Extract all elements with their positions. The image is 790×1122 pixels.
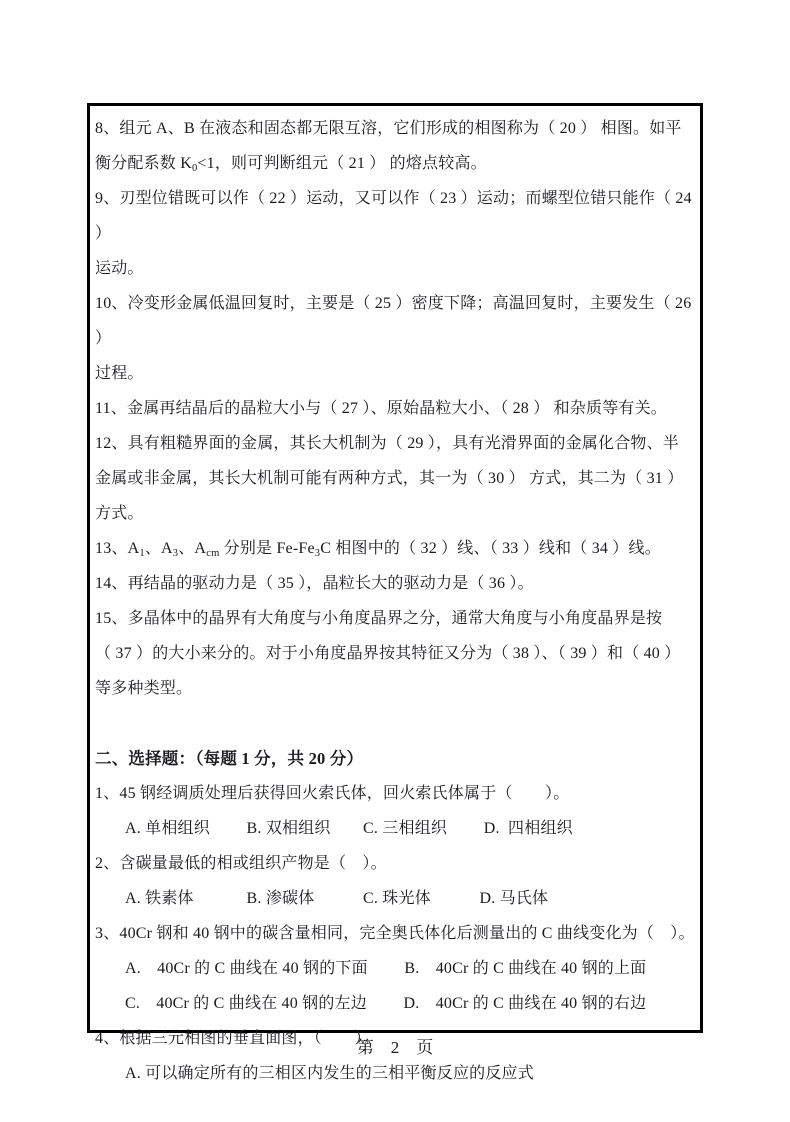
text-segment: 等多种类型。 [95, 680, 193, 697]
text-segment: A. 40Cr 的 C 曲线在 40 钢的下面 B. 40Cr 的 C 曲线在 40 钢的上面 [125, 960, 647, 977]
text-segment: 1、45 钢经调质处理后获得回火索氏体，回火索氏体属于（ ）。 [95, 785, 570, 802]
choice-question-1-stem [95, 776, 696, 811]
text-segment: 14、再结晶的驱动力是（ 35 ），晶粒长大的驱动力是（ 36 ）。 [95, 575, 534, 592]
question-15-line-1 [95, 601, 696, 636]
text-segment: 11、金属再结晶后的晶粒大小与（ 27 ）、原始晶粒大小、（ 28 ） 和杂质等有关。 [95, 400, 668, 417]
text-segment: C. 40Cr 的 C 曲线在 40 钢的左边 D. 40Cr 的 C 曲线在 40 钢的右边 [125, 995, 647, 1012]
text-segment: 方式。 [95, 505, 144, 522]
question-11-line-1 [95, 391, 696, 426]
subscript-text: cm [206, 548, 220, 559]
question-10-line-1 [95, 286, 696, 356]
text-segment: 9、刃型位错既可以作（ 22 ）运动，又可以作（ 23 ）运动；而螺型位错只能作（ 24 ） [95, 190, 697, 242]
subscript-text: 0 [191, 163, 198, 174]
section-2-heading [95, 741, 696, 776]
page-footer [0, 1033, 790, 1063]
text-segment: 3、40Cr 钢和 40 钢中的碳含量相同，完全奥氏体化后测量出的 C 曲线变化为（ ）。 [95, 925, 695, 942]
question-12-line-1 [95, 426, 696, 461]
question-15-line-3 [95, 671, 696, 706]
text-segment: 运动。 [95, 260, 144, 277]
text-segment: （ 37 ）的大小来分的。对于小角度晶界按其特征又分为（ 38 ）、（ 39 ）和（ 40 ） [95, 645, 681, 662]
text-segment: 13、A [95, 540, 140, 557]
text-segment: <1，则可判断组元（ 21 ） 的熔点较高。 [197, 155, 487, 172]
choice-question-2-options [95, 881, 696, 916]
question-8-line-1 [95, 111, 696, 146]
text-segment: 过程。 [95, 365, 144, 382]
question-10-line-2 [95, 356, 696, 391]
choice-question-1-options [95, 811, 696, 846]
text-segment: 衡分配系数 K [95, 155, 192, 172]
question-9-line-1 [95, 181, 696, 251]
choice-question-2-stem [95, 846, 696, 881]
text-segment: C 相图中的（ 32 ）线、（ 33 ）线和（ 34 ）线。 [320, 540, 661, 557]
text-segment: 金属或非金属，其长大机制可能有两种方式，其一为（ 30 ） 方式，其二为（ 31 ） [95, 470, 684, 487]
text-segment: A. 单相组织 B. 双相组织 C. 三相组织 D. 四相组织 [125, 820, 573, 837]
text-segment: 2、含碳量最低的相或组织产物是（ ）。 [95, 855, 387, 872]
text-segment: 12、具有粗糙界面的金属，其长大机制为（ 29 ），具有光滑界面的金属化合物、半 [95, 435, 680, 452]
text-segment: 、A [178, 540, 207, 557]
blank-line [95, 706, 696, 741]
question-12-line-2 [95, 461, 696, 496]
text-segment: 15、多晶体中的晶界有大角度与小角度晶界之分，通常大角度与小角度晶界是按 [95, 610, 663, 627]
question-14-line-1 [95, 566, 696, 601]
choice-question-3-stem [95, 916, 696, 951]
subscript-text: 1 [139, 548, 145, 559]
text-segment: 分别是 Fe-Fe [219, 540, 315, 557]
text-segment: 4、根据三元相图的垂直面图，（ ）。 [95, 1030, 379, 1047]
text-segment: A. 铁素体 B. 渗碳体 C. 珠光体 D. 马氏体 [125, 890, 549, 907]
subscript-text: 3 [172, 548, 179, 559]
choice-question-3-options-ab [95, 951, 696, 986]
text-segment: 8、组元 A、B 在液态和固态都无限互溶，它们形成的相图称为（ 20 ） 相图。如平 [95, 120, 682, 137]
subscript-text: 3 [314, 548, 321, 559]
question-13-line-1 [95, 531, 696, 566]
choice-question-3-options-cd [95, 986, 696, 1021]
question-15-line-2 [95, 636, 696, 671]
text-segment: 10、冷变形金属低温回复时，主要是（ 25 ）密度下降；高温回复时，主要发生（ 26 ） [95, 295, 696, 347]
page-number-text: 第 2 页 [356, 1038, 434, 1057]
question-12-line-3 [95, 496, 696, 531]
text-segment: A. 可以确定所有的三相区内发生的三相平衡反应的反应式 [125, 1065, 534, 1082]
text-segment: 二、选择题：（每题 1 分，共 20 分） [95, 749, 364, 768]
question-8-line-2 [95, 146, 696, 181]
question-9-line-2 [95, 251, 696, 286]
text-segment: 、A [144, 540, 173, 557]
